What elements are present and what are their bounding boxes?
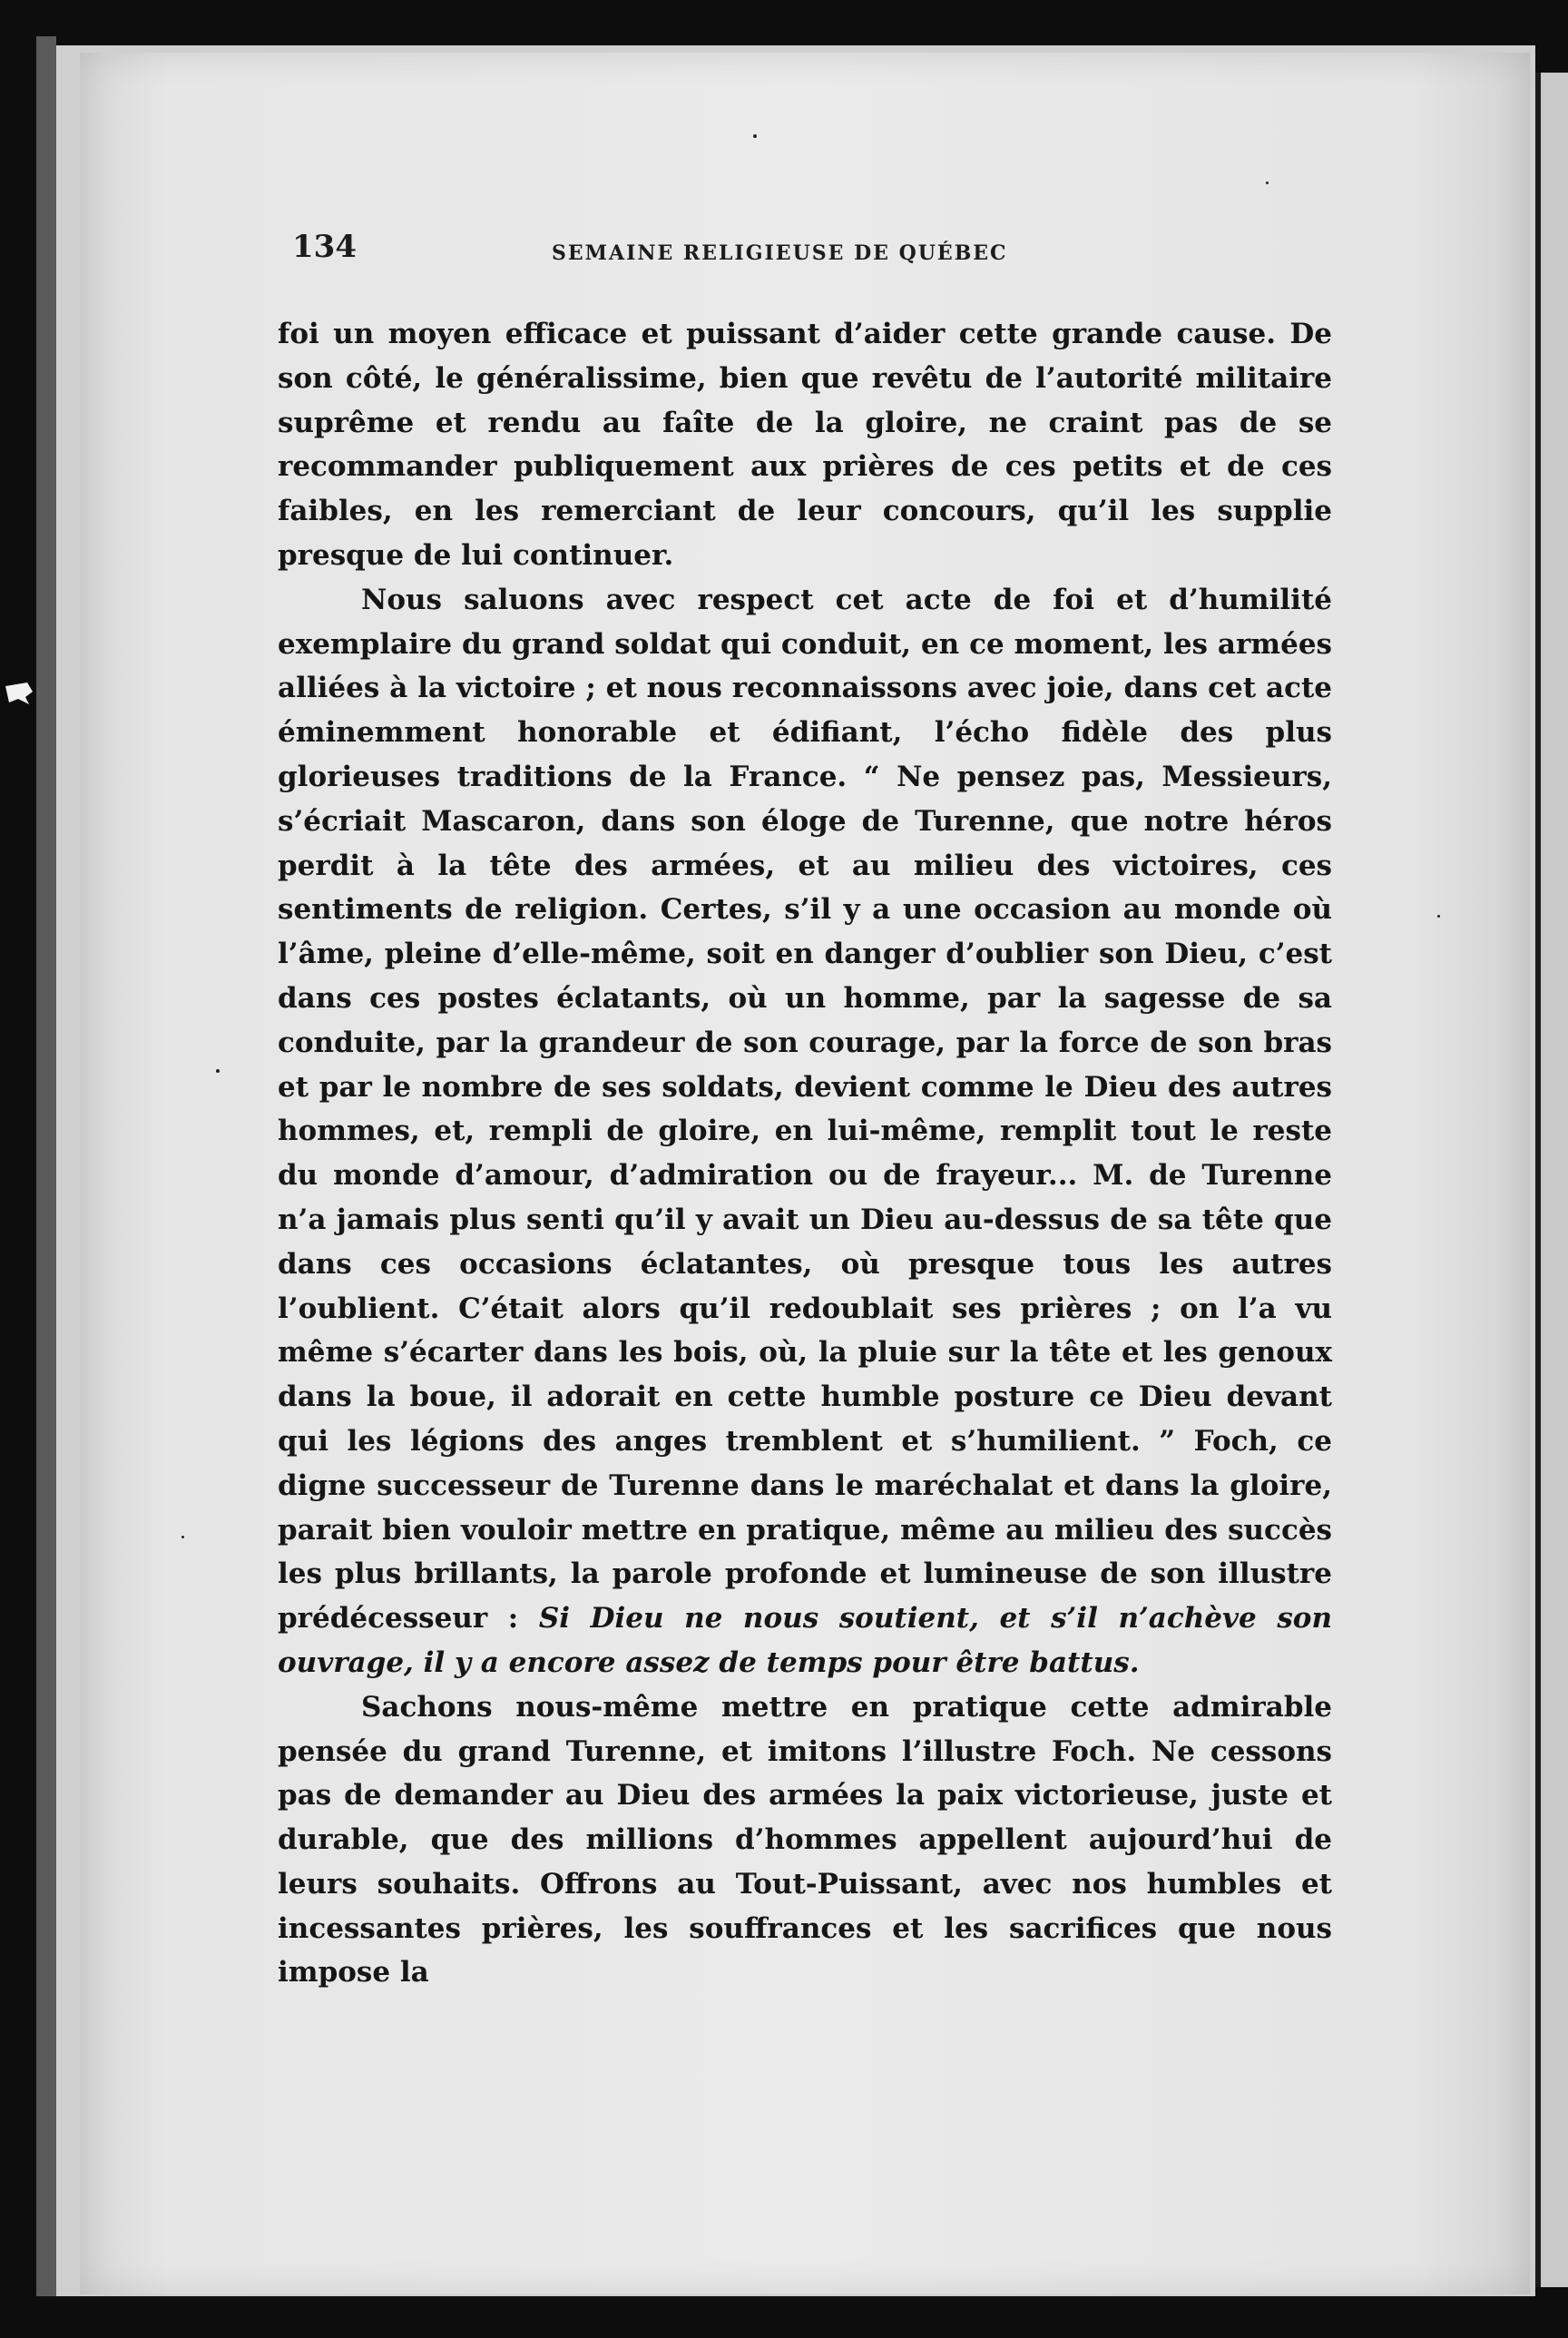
paragraph: [278, 1685, 1332, 1996]
speck: [1266, 182, 1269, 184]
running-head: SEMAINE RELIGIEUSE DE QUÉBEC: [552, 241, 1008, 265]
paragraph-text: Nous saluons avec respect cet acte de foi et d’humilité exemplaire du grand soldat qui conduit, en ce moment, les armées alliées à la victoire ; et nous reconnaissons avec joie, dans cet acte éminemment honorable et édifiant, l’écho fidèle des plus glorieuses traditions de la France. “ Ne pensez pas, Messieurs, s’écriait Mascaron, dans son éloge de Turenne, que notre héros perdit à la tête des armées, et au milieu des victoires, ces sentiments de religion. Certes, s’il y a une occasion au monde où l’âme, pleine d’elle-même, soit en danger d’oublier son Dieu, c’est dans ces postes éclatants, où un homme, par la sagesse de sa conduite, par la grandeur de son courage, par la force de son bras et par le nombre de ses soldats, devient comme le Dieu des autres hommes, et, rempli de gloire, en lui-même, remplit tout le reste du monde d’amour, d’admiration ou de frayeur... M. de Turenne n’a jamais plus senti qu’il y avait un Dieu au-dessus de sa tête que dans ces occasions éclatantes, où presque tous les autres l’oublient. C’était alors qu’il redoublait ses prières ; on l’a vu même s’écarter dans les bois, où, la pluie sur la tête et les genoux dans la boue, il adorait en cette humble posture ce Dieu devant qui les légions des anges tremblent et s’humilient. ” Foch, ce digne successeur de Turenne dans le maréchalat et dans la gloire, parait bien vouloir mettre en pratique, même au milieu des succès les plus brillants, la parole profonde et lumineuse de son illustre prédécesseur :: [278, 583, 1332, 1636]
speck: [216, 1069, 220, 1073]
paragraph-text: foi un moyen efficace et puissant d’aider cette grande cause. De son côté, le généralissime, bien que revêtu de l’autorité militaire suprême et rendu au faîte de la gloire, ne craint pas de se recommander publiquement aux prières de ces petits et de ces faibles, en les remerciant de leur concours, qu’il les supplie presque de lui continuer.: [278, 318, 1332, 572]
paragraph: [278, 578, 1332, 1685]
paragraph: [278, 312, 1332, 578]
page-header: [292, 229, 1345, 283]
speck: [1437, 915, 1440, 918]
italic-quote: Si Dieu ne nous soutient, et s’il n’achève son ouvrage, il y a encore assez de temps pour être battus.: [278, 1602, 1332, 1679]
facing-page-edge: [1535, 73, 1568, 2287]
speck: [181, 1536, 184, 1538]
speck: [753, 134, 757, 138]
margin-mark: [5, 679, 36, 706]
body-text: [278, 312, 1332, 1995]
binding-shadow: [36, 36, 56, 2296]
page-number: 134: [292, 229, 357, 265]
paragraph-text: Sachons nous-même mettre en pratique cette admirable pensée du grand Turenne, et imitons l’illustre Foch. Ne cessons pas de demander au Dieu des armées la paix victorieuse, juste et durable, que des millions d’hommes appellent aujourd’hui de leurs souhaits. Offrons au Tout-Puissant, avec nos humbles et incessantes prières, les souffrances et les sacrifices que nous impose la: [278, 1690, 1332, 1989]
